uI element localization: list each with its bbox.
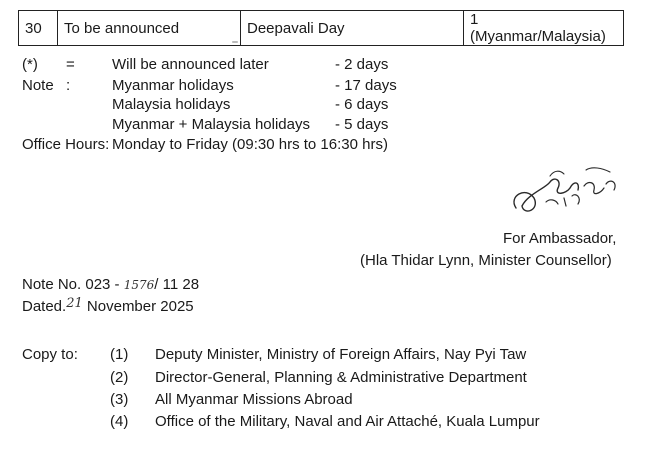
dated-rest: November 2025 xyxy=(86,298,194,315)
copy-item-text: All Myanmar Missions Abroad xyxy=(155,391,353,408)
row-date: To be announced xyxy=(58,11,241,46)
note-item-text: Myanmar holidays xyxy=(112,77,234,94)
note-item-text: Myanmar + Malaysia holidays xyxy=(112,116,310,133)
note-number-handwritten: 1576 xyxy=(123,278,155,292)
office-hours-label: Office Hours: xyxy=(22,136,110,153)
note-label: Note xyxy=(22,77,54,94)
copy-item-text: Director-General, Planning & Administrative Department xyxy=(155,369,527,386)
note-colon: : xyxy=(66,77,71,94)
note-item-days: - 6 days xyxy=(335,96,389,113)
note-item-text: Will be announced later xyxy=(112,56,269,73)
dated-line xyxy=(22,298,194,315)
star-equals: = xyxy=(66,56,75,73)
row-days: 1 (Myanmar/Malaysia) xyxy=(464,11,624,46)
office-hours-value: Monday to Friday (09:30 hrs to 16:30 hrs) xyxy=(112,136,388,153)
copy-item-number: (4) xyxy=(110,413,129,430)
dated-label: Dated. xyxy=(22,298,67,315)
copy-item-text: Deputy Minister, Ministry of Foreign Affairs, Nay Pyi Taw xyxy=(155,346,527,363)
note-number xyxy=(22,276,199,293)
note-number-rest: / 11 28 xyxy=(154,276,200,293)
copy-item-text: Office of the Military, Naval and Air Attaché, Kuala Lumpur xyxy=(155,413,540,430)
holiday-table-row xyxy=(18,10,624,46)
for-ambassador: For Ambassador, xyxy=(503,230,617,247)
ink-smudge xyxy=(232,41,238,43)
signature-scribble xyxy=(506,158,626,228)
note-number-label: Note No. 023 - xyxy=(22,276,120,293)
note-item-days: - 17 days xyxy=(335,77,397,94)
star-label: (*) xyxy=(22,56,38,73)
copy-to-label: Copy to: xyxy=(22,346,78,363)
row-number: 30 xyxy=(19,11,58,46)
note-item-days: - 5 days xyxy=(335,116,389,133)
dated-handwritten: 21 xyxy=(66,296,83,311)
row-holiday: Deepavali Day xyxy=(241,11,464,46)
copy-item-number: (2) xyxy=(110,369,129,386)
note-item-days: - 2 days xyxy=(335,56,389,73)
copy-item-number: (1) xyxy=(110,346,129,363)
signatory-name: (Hla Thidar Lynn, Minister Counsellor) xyxy=(360,252,612,269)
note-item-text: Malaysia holidays xyxy=(112,96,231,113)
copy-item-number: (3) xyxy=(110,391,129,408)
